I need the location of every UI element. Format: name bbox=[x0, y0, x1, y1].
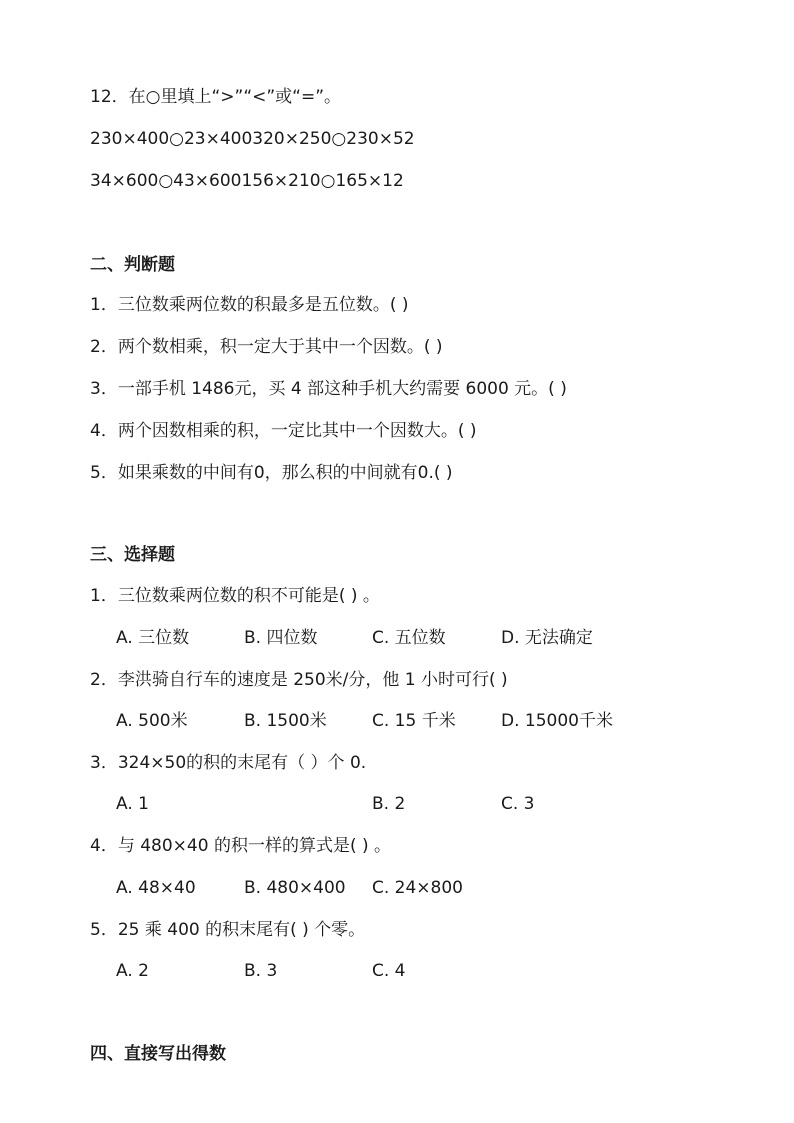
choice-q3-stem: 3．324×50的积的末尾有（ ）个 0. bbox=[90, 753, 367, 773]
q12-prompt: 12．在○里填上“>”“<”或“=”。 bbox=[90, 87, 342, 107]
judge-item-2: 2．两个数相乘，积一定大于其中一个因数。( ) bbox=[90, 337, 443, 357]
choice-q1-option-b: B. 四位数 bbox=[244, 628, 318, 648]
choice-q3-option-b: B. 2 bbox=[372, 794, 406, 814]
section-choice-heading: 三、选择题 bbox=[90, 545, 175, 565]
choice-q1-option-a: A. 三位数 bbox=[116, 628, 190, 648]
section-calc-heading: 四、直接写出得数 bbox=[90, 1044, 226, 1064]
choice-q3-option-a: A. 1 bbox=[116, 794, 149, 814]
judge-item-1: 1．三位数乘两位数的积最多是五位数。( ) bbox=[90, 295, 409, 315]
choice-q4-stem: 4．与 480×40 的积一样的算式是( ) 。 bbox=[90, 836, 392, 856]
choice-q3-option-c: C. 3 bbox=[501, 794, 535, 814]
choice-q1-option-c: C. 五位数 bbox=[372, 628, 446, 648]
judge-item-4: 4．两个因数相乘的积，一定比其中一个因数大。( ) bbox=[90, 421, 477, 441]
choice-q2-option-d: D. 15000千米 bbox=[501, 711, 613, 731]
q12-row1: 230×400○23×400320×250○230×52 bbox=[90, 129, 415, 149]
judge-item-3: 3．一部手机 1486元，买 4 部这种手机大约需要 6000 元。( ) bbox=[90, 379, 567, 399]
choice-q5-option-c: C. 4 bbox=[372, 961, 406, 981]
section-judge-heading: 二、判断题 bbox=[90, 255, 175, 275]
choice-q2-option-a: A. 500米 bbox=[116, 711, 188, 731]
choice-q2-option-b: B. 1500米 bbox=[244, 711, 327, 731]
choice-q2-stem: 2．李洪骑自行车的速度是 250米/分，他 1 小时可行( ) bbox=[90, 670, 508, 690]
choice-q1-option-d: D. 无法确定 bbox=[501, 628, 593, 648]
choice-q1-stem: 1．三位数乘两位数的积不可能是( ) 。 bbox=[90, 586, 380, 606]
choice-q4-option-b: B. 480×400 bbox=[244, 878, 346, 898]
choice-q5-option-a: A. 2 bbox=[116, 961, 149, 981]
choice-q4-option-a: A. 48×40 bbox=[116, 878, 196, 898]
choice-q5-option-b: B. 3 bbox=[244, 961, 278, 981]
q12-row2: 34×600○43×600156×210○165×12 bbox=[90, 171, 404, 191]
choice-q5-stem: 5．25 乘 400 的积末尾有( ) 个零。 bbox=[90, 920, 366, 940]
choice-q4-option-c: C. 24×800 bbox=[372, 878, 464, 898]
judge-item-5: 5．如果乘数的中间有0，那么积的中间就有0.( ) bbox=[90, 463, 453, 483]
choice-q2-option-c: C. 15 千米 bbox=[372, 711, 456, 731]
